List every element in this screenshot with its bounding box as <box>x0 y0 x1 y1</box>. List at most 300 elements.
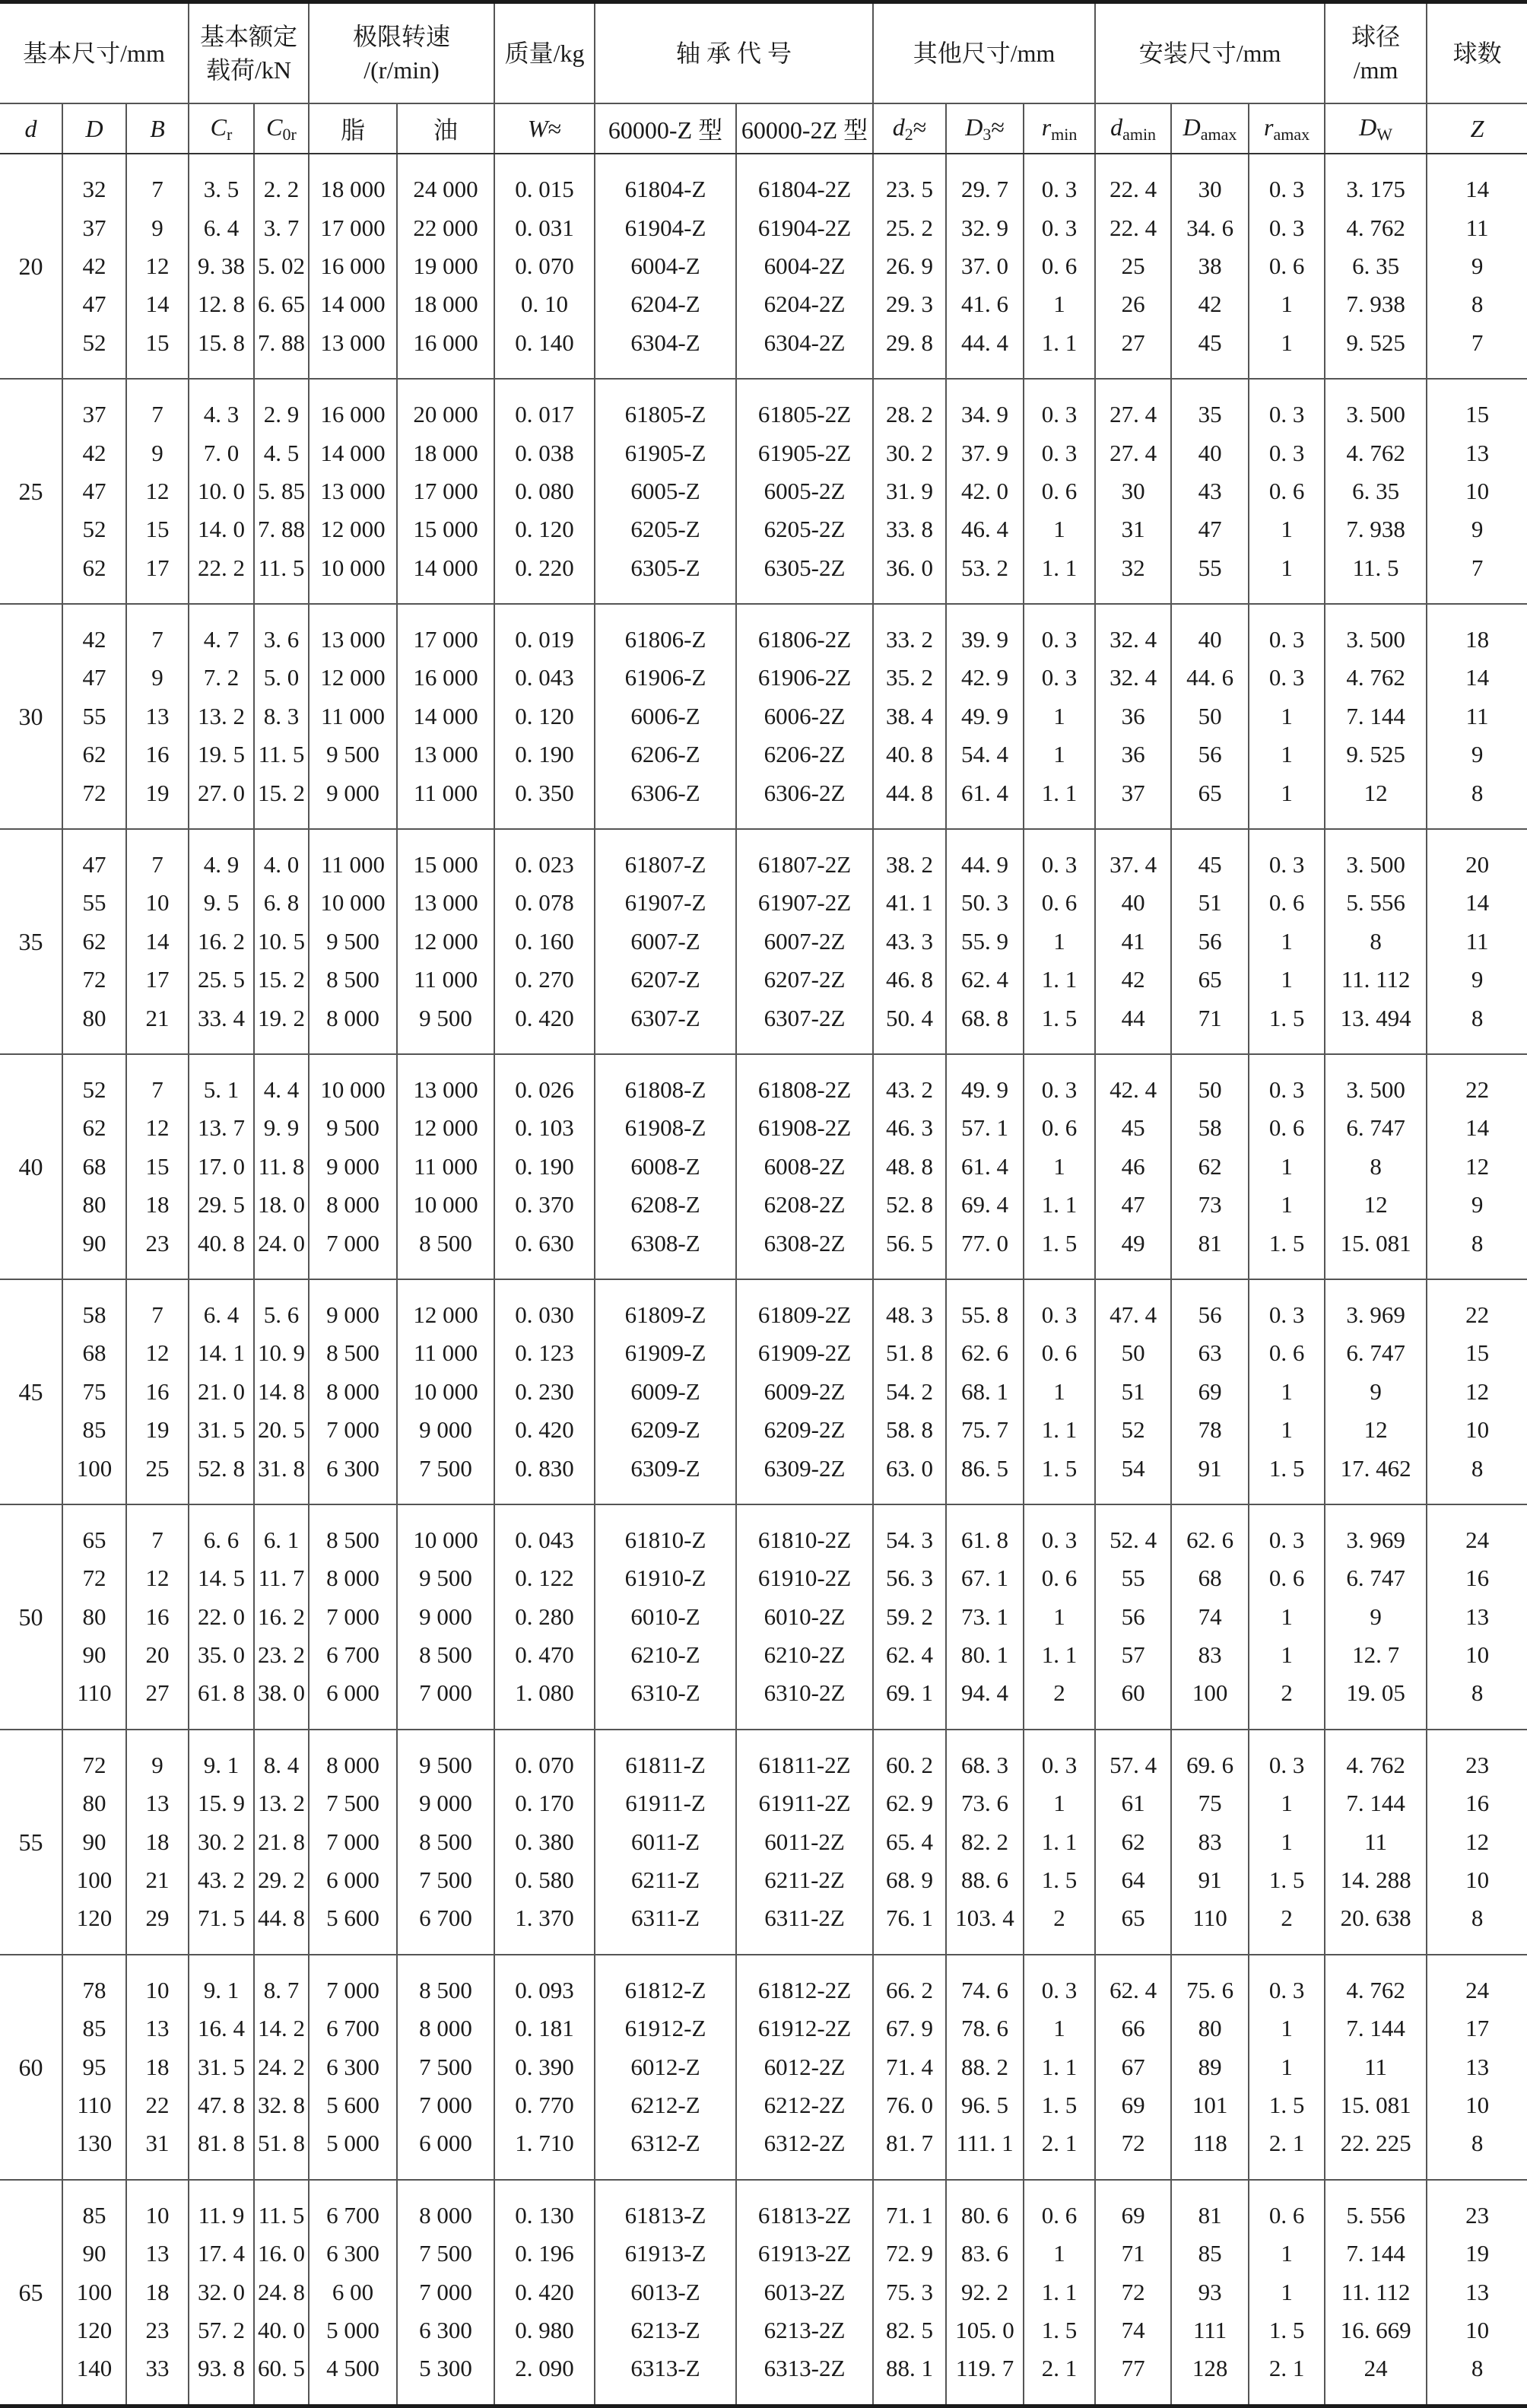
cell-oil-speed: 11 000 <box>397 1334 494 1372</box>
cell-code-z: 61808-Z <box>595 1071 736 1109</box>
cell-ball-diameter: 7. 144 <box>1325 1784 1427 1822</box>
spacer-cell <box>309 2388 397 2406</box>
cell-outer-diameter: 85 <box>62 2009 126 2047</box>
cell-width: 13 <box>126 1784 189 1822</box>
cell-d2: 58. 8 <box>873 1411 946 1449</box>
spacer-cell <box>1427 1263 1527 1279</box>
spacer-cell <box>397 1037 494 1054</box>
cell-d2: 54. 3 <box>873 1521 946 1559</box>
cell-static-load: 16. 0 <box>254 2235 309 2273</box>
cell-ball-diameter: 3. 500 <box>1325 1071 1427 1109</box>
cell-static-load: 20. 5 <box>254 1411 309 1449</box>
cell-da-min: 74 <box>1095 2311 1171 2349</box>
spacer-cell <box>254 379 309 396</box>
spacer-cell <box>1249 2180 1325 2197</box>
spacer-cell <box>397 1263 494 1279</box>
cell-D3: 80. 1 <box>946 1636 1024 1674</box>
bearing-group <box>0 1955 1527 2180</box>
cell-code-2z: 6305-2Z <box>736 549 873 587</box>
cell-mass: 0. 420 <box>494 2273 595 2311</box>
cell-ra-max: 1 <box>1249 285 1325 323</box>
spacer-cell <box>1095 587 1171 604</box>
cell-code-2z: 61908-2Z <box>736 1109 873 1147</box>
cell-outer-diameter: 90 <box>62 1636 126 1674</box>
cell-static-load: 4. 0 <box>254 846 309 884</box>
spacer-cell <box>1171 1730 1249 1746</box>
cell-ra-max: 2. 1 <box>1249 2349 1325 2387</box>
cell-ball-count: 22 <box>1427 1071 1527 1109</box>
cell-outer-diameter: 78 <box>62 1971 126 2009</box>
spacer-cell <box>254 1488 309 1504</box>
cell-code-z: 61812-Z <box>595 1971 736 2009</box>
spacer-cell <box>1024 1730 1095 1746</box>
table-row <box>0 1784 1527 1822</box>
cell-Da-max: 91 <box>1171 1449 1249 1487</box>
cell-r-min: 1. 1 <box>1024 2273 1095 2311</box>
spacer-cell <box>397 2388 494 2406</box>
spacer-cell <box>62 2180 126 2197</box>
cell-grease-speed: 6 700 <box>309 2009 397 2047</box>
cell-D3: 111. 1 <box>946 2124 1024 2162</box>
table-row <box>0 510 1527 548</box>
spacer-cell <box>1325 1488 1427 1504</box>
cell-ball-diameter: 9. 525 <box>1325 324 1427 362</box>
cell-mass: 0. 120 <box>494 697 595 735</box>
cell-ra-max: 1 <box>1249 549 1325 587</box>
cell-ra-max: 2. 1 <box>1249 2124 1325 2162</box>
cell-r-min: 1 <box>1024 1598 1095 1636</box>
cell-oil-speed: 9 500 <box>397 1559 494 1597</box>
spacer-cell <box>1171 829 1249 846</box>
cell-ball-diameter: 8 <box>1325 923 1427 961</box>
cell-ball-diameter: 4. 762 <box>1325 434 1427 472</box>
group-spacer <box>0 1730 1527 1746</box>
cell-ball-count: 12 <box>1427 1373 1527 1411</box>
table-row <box>0 208 1527 246</box>
group-spacer <box>0 154 1527 170</box>
cell-Da-max: 100 <box>1171 1674 1249 1712</box>
cell-Da-max: 47 <box>1171 510 1249 548</box>
spacer-cell <box>1171 812 1249 829</box>
cell-code-2z: 6004-2Z <box>736 247 873 285</box>
cell-Da-max: 65 <box>1171 774 1249 812</box>
cell-r-min: 1. 1 <box>1024 1636 1095 1674</box>
cell-ra-max: 1 <box>1249 1636 1325 1674</box>
cell-mass: 0. 038 <box>494 434 595 472</box>
cell-r-min: 1. 5 <box>1024 999 1095 1037</box>
cell-ball-diameter: 12. 7 <box>1325 1636 1427 1674</box>
cell-r-min: 0. 3 <box>1024 434 1095 472</box>
bore-diameter-cell: 40 <box>18 1152 43 1180</box>
cell-dynamic-load: 35. 0 <box>189 1636 254 1674</box>
cell-Da-max: 73 <box>1171 1186 1249 1224</box>
cell-outer-diameter: 80 <box>62 999 126 1037</box>
spacer-cell <box>1249 2163 1325 2180</box>
cell-oil-speed: 9 500 <box>397 999 494 1037</box>
cell-mass: 0. 140 <box>494 324 595 362</box>
cell-static-load: 51. 8 <box>254 2124 309 2162</box>
cell-ra-max: 0. 6 <box>1249 472 1325 510</box>
cell-d2: 50. 4 <box>873 999 946 1037</box>
cell-d2: 46. 8 <box>873 961 946 999</box>
cell-r-min: 1. 1 <box>1024 549 1095 587</box>
spacer-cell <box>309 1955 397 1971</box>
cell-Da-max: 42 <box>1171 285 1249 323</box>
cell-ball-count: 11 <box>1427 208 1527 246</box>
spacer-cell <box>736 2388 873 2406</box>
cell-r-min: 1. 5 <box>1024 1861 1095 1899</box>
cell-width: 31 <box>126 2124 189 2162</box>
cell-ball-count: 9 <box>1427 735 1527 774</box>
cell-Da-max: 38 <box>1171 247 1249 285</box>
cell-grease-speed: 9 500 <box>309 923 397 961</box>
spacer-cell <box>494 2388 595 2406</box>
cell-code-z: 6307-Z <box>595 999 736 1037</box>
cell-mass: 0. 043 <box>494 659 595 697</box>
cell-oil-speed: 15 000 <box>397 510 494 548</box>
spacer-cell <box>397 2180 494 2197</box>
cell-code-z: 6304-Z <box>595 324 736 362</box>
cell-width: 12 <box>126 1334 189 1372</box>
spacer-cell <box>1427 1054 1527 1071</box>
cell-Da-max: 45 <box>1171 846 1249 884</box>
cell-mass: 0. 630 <box>494 1224 595 1262</box>
cell-grease-speed: 8 000 <box>309 1559 397 1597</box>
cell-ra-max: 0. 6 <box>1249 2197 1325 2235</box>
cell-ra-max: 0. 3 <box>1249 396 1325 434</box>
cell-da-min: 77 <box>1095 2349 1171 2387</box>
cell-Da-max: 62 <box>1171 1148 1249 1186</box>
cell-code-2z: 6311-2Z <box>736 1899 873 1937</box>
cell-static-load: 5. 02 <box>254 247 309 285</box>
cell-outer-diameter: 72 <box>62 1559 126 1597</box>
header-speed-line2: /(r/min) <box>363 56 440 84</box>
spacer-cell <box>1171 1263 1249 1279</box>
cell-grease-speed: 14 000 <box>309 434 397 472</box>
spacer-cell <box>126 604 189 621</box>
cell-ball-diameter: 3. 500 <box>1325 621 1427 659</box>
spacer-cell <box>126 362 189 379</box>
header-mounting-dimensions: 安装尺寸/mm <box>1095 2 1325 104</box>
cell-mass: 0. 580 <box>494 1861 595 1899</box>
cell-oil-speed: 7 500 <box>397 1449 494 1487</box>
spacer-cell <box>873 1730 946 1746</box>
cell-mass: 0. 170 <box>494 1784 595 1822</box>
cell-r-min: 0. 3 <box>1024 1971 1095 2009</box>
cell-grease-speed: 7 000 <box>309 1822 397 1860</box>
cell-outer-diameter: 80 <box>62 1598 126 1636</box>
header-ball-diameter-line1: 球径 <box>1351 23 1401 50</box>
spacer-cell <box>494 1488 595 1504</box>
spacer-cell <box>1095 1263 1171 1279</box>
cell-code-z: 6011-Z <box>595 1822 736 1860</box>
cell-dynamic-load: 17. 4 <box>189 2235 254 2273</box>
cell-outer-diameter: 47 <box>62 472 126 510</box>
cell-dynamic-load: 7. 0 <box>189 434 254 472</box>
bearing-group <box>0 154 1527 379</box>
spacer-cell <box>873 362 946 379</box>
cell-code-z: 6313-Z <box>595 2349 736 2387</box>
cell-outer-diameter: 85 <box>62 1411 126 1449</box>
spacer-cell <box>254 1730 309 1746</box>
table-row <box>0 774 1527 812</box>
cell-ball-count: 24 <box>1427 1971 1527 2009</box>
cell-oil-speed: 7 500 <box>397 2047 494 2086</box>
cell-grease-speed: 6 00 <box>309 2273 397 2311</box>
spacer-cell <box>1427 2163 1527 2180</box>
cell-mass: 0. 420 <box>494 1411 595 1449</box>
cell-outer-diameter: 95 <box>62 2047 126 2086</box>
cell-grease-speed: 11 000 <box>309 697 397 735</box>
cell-ball-diameter: 5. 556 <box>1325 2197 1427 2235</box>
cell-D3: 37. 9 <box>946 434 1024 472</box>
spacer-cell <box>736 1488 873 1504</box>
spacer-cell <box>1427 362 1527 379</box>
cell-grease-speed: 8 500 <box>309 1521 397 1559</box>
cell-oil-speed: 9 000 <box>397 1598 494 1636</box>
cell-width: 7 <box>126 1296 189 1334</box>
spacer-cell <box>1427 1713 1527 1730</box>
cell-r-min: 0. 6 <box>1024 2197 1095 2235</box>
cell-dynamic-load: 3. 5 <box>189 170 254 208</box>
cell-code-2z: 6007-2Z <box>736 923 873 961</box>
spacer-cell <box>595 379 736 396</box>
cell-static-load: 44. 8 <box>254 1899 309 1937</box>
spacer-cell <box>595 812 736 829</box>
bearing-group <box>0 1054 1527 1279</box>
spacer-cell <box>189 379 254 396</box>
spacer-cell <box>736 154 873 170</box>
cell-Da-max: 43 <box>1171 472 1249 510</box>
cell-d2: 52. 8 <box>873 1186 946 1224</box>
spacer-cell <box>1095 362 1171 379</box>
cell-dynamic-load: 93. 8 <box>189 2349 254 2387</box>
cell-ball-count: 9 <box>1427 247 1527 285</box>
spacer-cell <box>309 587 397 604</box>
spacer-cell <box>1325 2163 1427 2180</box>
cell-code-2z: 6310-2Z <box>736 1674 873 1712</box>
cell-static-load: 10. 5 <box>254 923 309 961</box>
spacer-cell <box>397 587 494 604</box>
spacer-cell <box>736 1279 873 1296</box>
cell-width: 7 <box>126 846 189 884</box>
table-row <box>0 549 1527 587</box>
cell-ball-diameter: 12 <box>1325 1411 1427 1449</box>
spacer-cell <box>736 1955 873 1971</box>
spacer-cell <box>595 1054 736 1071</box>
cell-outer-diameter: 52 <box>62 324 126 362</box>
spacer-cell <box>1249 1504 1325 1521</box>
cell-r-min: 1. 5 <box>1024 2311 1095 2349</box>
cell-static-load: 6. 8 <box>254 884 309 922</box>
cell-D3: 42. 9 <box>946 659 1024 697</box>
cell-Da-max: 56 <box>1171 735 1249 774</box>
spacer-cell <box>494 812 595 829</box>
cell-dynamic-load: 14. 5 <box>189 1559 254 1597</box>
cell-width: 7 <box>126 1521 189 1559</box>
spacer-cell <box>189 1279 254 1296</box>
cell-Da-max: 93 <box>1171 2273 1249 2311</box>
spacer-cell <box>126 1263 189 1279</box>
spacer-cell <box>595 362 736 379</box>
cell-static-load: 11. 8 <box>254 1148 309 1186</box>
spacer-cell <box>126 1504 189 1521</box>
spacer-cell <box>1024 604 1095 621</box>
cell-dynamic-load: 43. 2 <box>189 1861 254 1899</box>
cell-ra-max: 1 <box>1249 735 1325 774</box>
cell-static-load: 13. 2 <box>254 1784 309 1822</box>
cell-da-min: 30 <box>1095 472 1171 510</box>
cell-Da-max: 63 <box>1171 1334 1249 1372</box>
cell-mass: 0. 103 <box>494 1109 595 1147</box>
cell-dynamic-load: 47. 8 <box>189 2086 254 2124</box>
cell-ra-max: 1. 5 <box>1249 1861 1325 1899</box>
cell-code-2z: 61910-2Z <box>736 1559 873 1597</box>
cell-dynamic-load: 11. 9 <box>189 2197 254 2235</box>
group-spacer <box>0 1037 1527 1054</box>
cell-d2: 62. 4 <box>873 1636 946 1674</box>
spacer-cell <box>62 1730 126 1746</box>
cell-code-2z: 6008-2Z <box>736 1148 873 1186</box>
spacer-cell <box>62 1488 126 1504</box>
table-row <box>0 324 1527 362</box>
group-spacer <box>0 379 1527 396</box>
spacer-cell <box>1325 1955 1427 1971</box>
spacer-cell <box>126 1488 189 1504</box>
cell-ball-count: 8 <box>1427 2124 1527 2162</box>
cell-d2: 44. 8 <box>873 774 946 812</box>
cell-dynamic-load: 10. 0 <box>189 472 254 510</box>
spacer-cell <box>1249 2388 1325 2406</box>
spacer-cell <box>1171 587 1249 604</box>
cell-ball-diameter: 20. 638 <box>1325 1899 1427 1937</box>
cell-static-load: 7. 88 <box>254 324 309 362</box>
spacer-cell <box>1171 1037 1249 1054</box>
cell-mass: 0. 070 <box>494 247 595 285</box>
spacer-cell <box>946 1054 1024 1071</box>
cell-grease-speed: 6 000 <box>309 1861 397 1899</box>
cell-d2: 82. 5 <box>873 2311 946 2349</box>
cell-outer-diameter: 37 <box>62 396 126 434</box>
cell-r-min: 0. 3 <box>1024 208 1095 246</box>
cell-D3: 80. 6 <box>946 2197 1024 2235</box>
cell-dynamic-load: 22. 0 <box>189 1598 254 1636</box>
cell-static-load: 9. 9 <box>254 1109 309 1147</box>
bearing-group <box>0 829 1527 1054</box>
spacer-cell <box>397 1504 494 1521</box>
cell-grease-speed: 5 000 <box>309 2124 397 2162</box>
cell-r-min: 1 <box>1024 510 1095 548</box>
cell-oil-speed: 8 500 <box>397 1224 494 1262</box>
cell-dynamic-load: 31. 5 <box>189 1411 254 1449</box>
cell-mass: 0. 230 <box>494 1373 595 1411</box>
cell-code-2z: 6005-2Z <box>736 472 873 510</box>
cell-code-z: 61906-Z <box>595 659 736 697</box>
spacer-cell <box>494 379 595 396</box>
cell-da-min: 69 <box>1095 2086 1171 2124</box>
cell-width: 18 <box>126 2047 189 2086</box>
cell-da-min: 57 <box>1095 1636 1171 1674</box>
cell-code-z: 61907-Z <box>595 884 736 922</box>
cell-Da-max: 58 <box>1171 1109 1249 1147</box>
cell-outer-diameter: 72 <box>62 961 126 999</box>
cell-D3: 55. 8 <box>946 1296 1024 1334</box>
cell-width: 12 <box>126 1109 189 1147</box>
spacer-cell <box>189 1037 254 1054</box>
cell-grease-speed: 10 000 <box>309 1071 397 1109</box>
cell-d2: 30. 2 <box>873 434 946 472</box>
cell-D3: 49. 9 <box>946 1071 1024 1109</box>
spacer-cell <box>1171 2163 1249 2180</box>
cell-mass: 0. 220 <box>494 549 595 587</box>
spacer-cell <box>1249 1938 1325 1955</box>
cell-da-min: 47. 4 <box>1095 1296 1171 1334</box>
cell-ra-max: 1. 5 <box>1249 1449 1325 1487</box>
cell-D3: 96. 5 <box>946 2086 1024 2124</box>
cell-Da-max: 110 <box>1171 1899 1249 1937</box>
cell-ball-diameter: 7. 938 <box>1325 510 1427 548</box>
cell-Da-max: 75 <box>1171 1784 1249 1822</box>
cell-static-load: 5. 85 <box>254 472 309 510</box>
cell-dynamic-load: 15. 8 <box>189 324 254 362</box>
spacer-cell <box>1249 379 1325 396</box>
bearing-group <box>0 1504 1527 1730</box>
spacer-cell <box>62 1955 126 1971</box>
cell-ball-diameter: 3. 500 <box>1325 396 1427 434</box>
cell-mass: 0. 122 <box>494 1559 595 1597</box>
cell-code-2z: 6308-2Z <box>736 1224 873 1262</box>
cell-mass: 0. 030 <box>494 1296 595 1334</box>
cell-grease-speed: 10 000 <box>309 549 397 587</box>
spacer-cell <box>736 829 873 846</box>
cell-ball-count: 8 <box>1427 1899 1527 1937</box>
cell-static-load: 38. 0 <box>254 1674 309 1712</box>
cell-dynamic-load: 12. 8 <box>189 285 254 323</box>
cell-da-min: 41 <box>1095 923 1171 961</box>
cell-code-z: 6008-Z <box>595 1148 736 1186</box>
spacer-cell <box>494 154 595 170</box>
table-row <box>0 2047 1527 2086</box>
cell-mass: 0. 080 <box>494 472 595 510</box>
cell-ball-count: 23 <box>1427 2197 1527 2235</box>
spacer-cell <box>309 1713 397 1730</box>
spacer-cell <box>309 604 397 621</box>
cell-width: 7 <box>126 396 189 434</box>
cell-D3: 55. 9 <box>946 923 1024 961</box>
cell-code-2z: 61812-2Z <box>736 1971 873 2009</box>
spacer-cell <box>736 1713 873 1730</box>
cell-code-2z: 6309-2Z <box>736 1449 873 1487</box>
spacer-cell <box>736 362 873 379</box>
cell-width: 33 <box>126 2349 189 2387</box>
spacer-cell <box>1325 154 1427 170</box>
cell-da-min: 57. 4 <box>1095 1746 1171 1784</box>
header-load-rating-line1: 基本额定 <box>200 23 298 50</box>
cell-ra-max: 1 <box>1249 1148 1325 1186</box>
cell-oil-speed: 12 000 <box>397 1296 494 1334</box>
cell-r-min: 1. 5 <box>1024 1224 1095 1262</box>
cell-mass: 0. 017 <box>494 396 595 434</box>
cell-r-min: 1. 1 <box>1024 1186 1095 1224</box>
cell-Da-max: 65 <box>1171 961 1249 999</box>
cell-ball-diameter: 11 <box>1325 1822 1427 1860</box>
cell-mass: 1. 370 <box>494 1899 595 1937</box>
cell-d2: 54. 2 <box>873 1373 946 1411</box>
cell-ball-diameter: 7. 144 <box>1325 2235 1427 2273</box>
cell-code-2z: 6313-2Z <box>736 2349 873 2387</box>
cell-d2: 48. 8 <box>873 1148 946 1186</box>
cell-grease-speed: 8 500 <box>309 1334 397 1372</box>
